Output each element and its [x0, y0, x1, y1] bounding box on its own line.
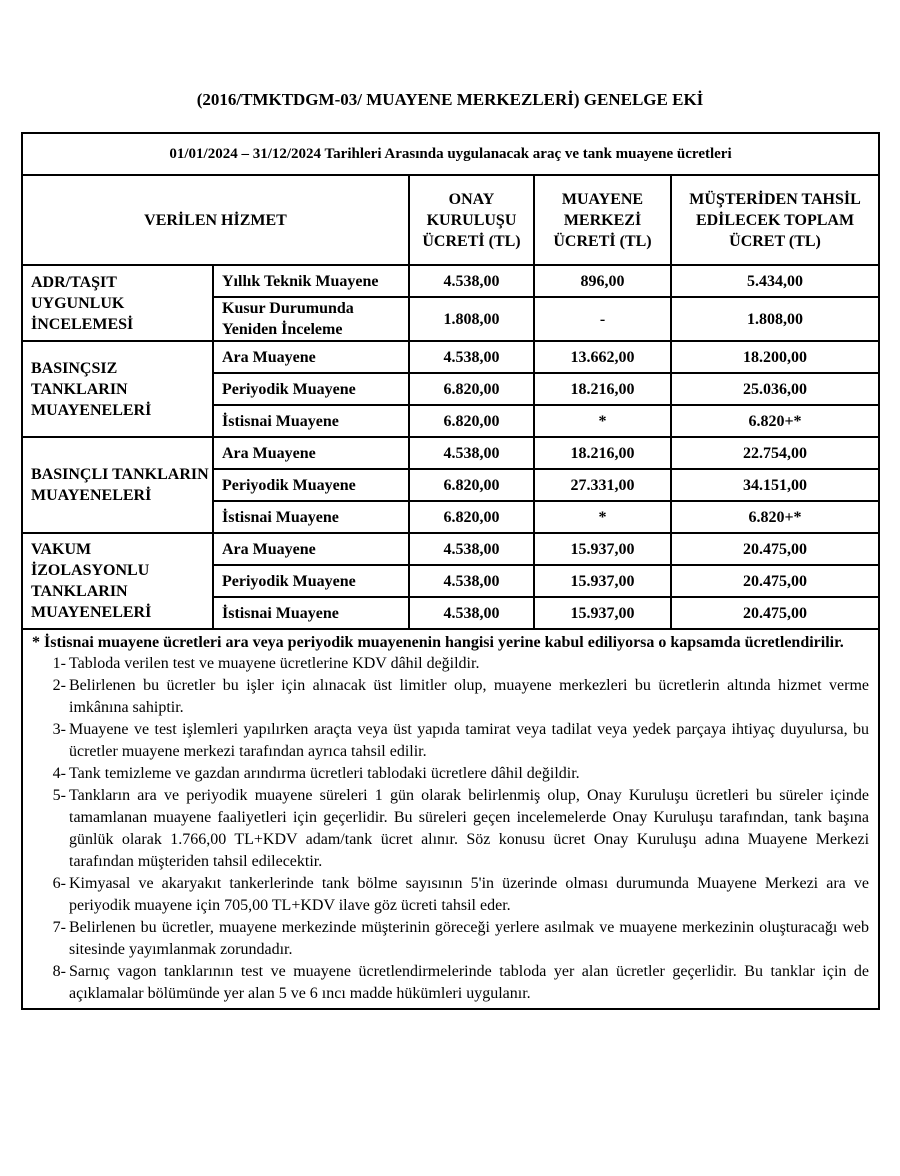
service-cell: Periyodik Muayene: [213, 565, 409, 597]
note-item: [32, 675, 869, 719]
header-onay-fee: ONAY KURULUŞU ÜCRETİ (TL): [409, 175, 534, 265]
service-cell: Periyodik Muayene: [213, 469, 409, 501]
total-fee-cell: 22.754,00: [671, 437, 879, 469]
period-heading: 01/01/2024 – 31/12/2024 Tarihleri Arasında uygulanacak araç ve tank muayene ücretleri: [22, 133, 879, 175]
note-item: [32, 653, 869, 675]
header-total-fee: MÜŞTERİDEN TAHSİL EDİLECEK TOPLAM ÜCRET (TL): [671, 175, 879, 265]
header-service: VERİLEN HİZMET: [22, 175, 409, 265]
note-text: Sarnıç vagon tanklarının test ve muayene ücretlendirmelerinde tabloda yer alan ücretler geçerlidir. Bu tanklar için de açıklamalar bölümünde yer alan 5 ve 6 ıncı madde hükümleri uygulanır.: [69, 963, 870, 1002]
note-number: 3-: [52, 721, 66, 738]
table-row: [22, 341, 879, 373]
onay-fee-cell: 6.820,00: [409, 373, 534, 405]
total-fee-cell: 18.200,00: [671, 341, 879, 373]
center-fee-cell: 27.331,00: [534, 469, 671, 501]
document-title: (2016/TMKTDGM-03/ MUAYENE MERKEZLERİ) GENELGE EKİ: [196, 90, 704, 109]
note-number: 8-: [52, 963, 66, 980]
category-cell: BASINÇLI TANKLARIN MUAYENELERİ: [22, 437, 213, 533]
total-fee-cell: 34.151,00: [671, 469, 879, 501]
onay-fee-cell: 6.820,00: [409, 469, 534, 501]
onay-fee-cell: 4.538,00: [409, 533, 534, 565]
center-fee-cell: 18.216,00: [534, 437, 671, 469]
center-fee-cell: 15.937,00: [534, 597, 671, 629]
category-cell: BASINÇSIZ TANKLARIN MUAYENELERİ: [22, 341, 213, 437]
center-fee-cell: 18.216,00: [534, 373, 671, 405]
table-row: [22, 533, 879, 565]
note-text: Belirlenen bu ücretler, muayene merkezinde müşterinin göreceği yerlere asılmak ve muayene merkezinin oluşturacağı web sitesinde yayımlanmak zorundadır.: [69, 919, 870, 958]
total-fee-cell: 20.475,00: [671, 533, 879, 565]
center-fee-cell: -: [534, 297, 671, 341]
note-item: [32, 763, 869, 785]
service-cell: Periyodik Muayene: [213, 373, 409, 405]
note-number: 6-: [52, 875, 66, 892]
note-number: 4-: [52, 765, 66, 782]
total-fee-cell: 20.475,00: [671, 565, 879, 597]
note-number: 7-: [52, 919, 66, 936]
note-item: [32, 873, 869, 917]
onay-fee-cell: 1.808,00: [409, 297, 534, 341]
total-fee-cell: 6.820+*: [671, 405, 879, 437]
note-item: [32, 785, 869, 873]
note-item: [32, 719, 869, 763]
header-center-fee: MUAYENE MERKEZİ ÜCRETİ (TL): [534, 175, 671, 265]
service-cell: Ara Muayene: [213, 341, 409, 373]
category-cell: VAKUM İZOLASYONLU TANKLARIN MUAYENELERİ: [22, 533, 213, 629]
onay-fee-cell: 4.538,00: [409, 565, 534, 597]
total-fee-cell: 1.808,00: [671, 297, 879, 341]
onay-fee-cell: 6.820,00: [409, 405, 534, 437]
star-note: * İstisnai muayene ücretleri ara veya periyodik muayenenin hangisi yerine kabul ediliyorsa o kapsamda ücretlendirilir.: [32, 634, 844, 651]
onay-fee-cell: 4.538,00: [409, 597, 534, 629]
center-fee-cell: 13.662,00: [534, 341, 671, 373]
note-number: 5-: [52, 787, 66, 804]
note-text: Belirlenen bu ücretler bu işler için alınacak üst limitler olup, muayene merkezleri bu ücretlerin altında hizmet verme imkânına sahiptir.: [69, 677, 870, 716]
note-item: [32, 917, 869, 961]
note-text: Kimyasal ve akaryakıt tankerlerinde tank bölme sayısının 5'in üzerinde olması durumunda Muayene Merkezi ara ve periyodik muayene için 705,00 TL+KDV ilave göz ücreti tahsil eder.: [69, 875, 870, 914]
note-text: Tankların ara ve periyodik muayene süreleri 1 gün olarak belirlenmiş olup, Onay Kuruluşu ücretleri bu süreler içinde tamamlanan muayene faaliyetleri için geçerlidir. Bu süreleri geçen incelemelerde Onay Kuruluşu tarafından, tank başına günlük olarak 1.766,00 TL+KDV adam/tank ücret alınır. Söz konusu ücret Onay Kuruluşu adına Muayene Merkezi tarafından müşteriden tahsil edilecektir.: [69, 787, 870, 870]
onay-fee-cell: 4.538,00: [409, 437, 534, 469]
onay-fee-cell: 6.820,00: [409, 501, 534, 533]
onay-fee-cell: 4.538,00: [409, 341, 534, 373]
service-cell: Kusur Durumunda Yeniden İnceleme: [213, 297, 409, 341]
note-item: [32, 961, 869, 1005]
note-number: 2-: [52, 677, 66, 694]
center-fee-cell: *: [534, 405, 671, 437]
center-fee-cell: 15.937,00: [534, 533, 671, 565]
total-fee-cell: 20.475,00: [671, 597, 879, 629]
fee-table: [21, 132, 880, 1010]
total-fee-cell: 6.820+*: [671, 501, 879, 533]
service-cell: İstisnai Muayene: [213, 405, 409, 437]
notes-list: [32, 653, 869, 1005]
note-text: Tank temizleme ve gazdan arındırma ücretleri tablodaki ücretlere dâhil değildir.: [69, 765, 580, 782]
center-fee-cell: 896,00: [534, 265, 671, 297]
center-fee-cell: 15.937,00: [534, 565, 671, 597]
total-fee-cell: 5.434,00: [671, 265, 879, 297]
table-row: [22, 437, 879, 469]
category-cell: ADR/TAŞIT UYGUNLUK İNCELEMESİ: [22, 265, 213, 341]
note-text: Tabloda verilen test ve muayene ücretlerine KDV dâhil değildir.: [69, 655, 480, 672]
service-cell: İstisnai Muayene: [213, 597, 409, 629]
onay-fee-cell: 4.538,00: [409, 265, 534, 297]
service-cell: Yıllık Teknik Muayene: [213, 265, 409, 297]
service-cell: Ara Muayene: [213, 533, 409, 565]
note-text: Muayene ve test işlemleri yapılırken araçta veya üst yapıda tamirat veya tadilat veya yedek parçaya ihtiyaç duyulursa, bu ücretler muayene merkezi tarafından ayrıca tahsil edilir.: [69, 721, 870, 760]
center-fee-cell: *: [534, 501, 671, 533]
service-cell: Ara Muayene: [213, 437, 409, 469]
service-cell: İstisnai Muayene: [213, 501, 409, 533]
notes-section: [22, 629, 879, 1009]
note-number: 1-: [52, 655, 66, 672]
table-row: [22, 265, 879, 297]
total-fee-cell: 25.036,00: [671, 373, 879, 405]
